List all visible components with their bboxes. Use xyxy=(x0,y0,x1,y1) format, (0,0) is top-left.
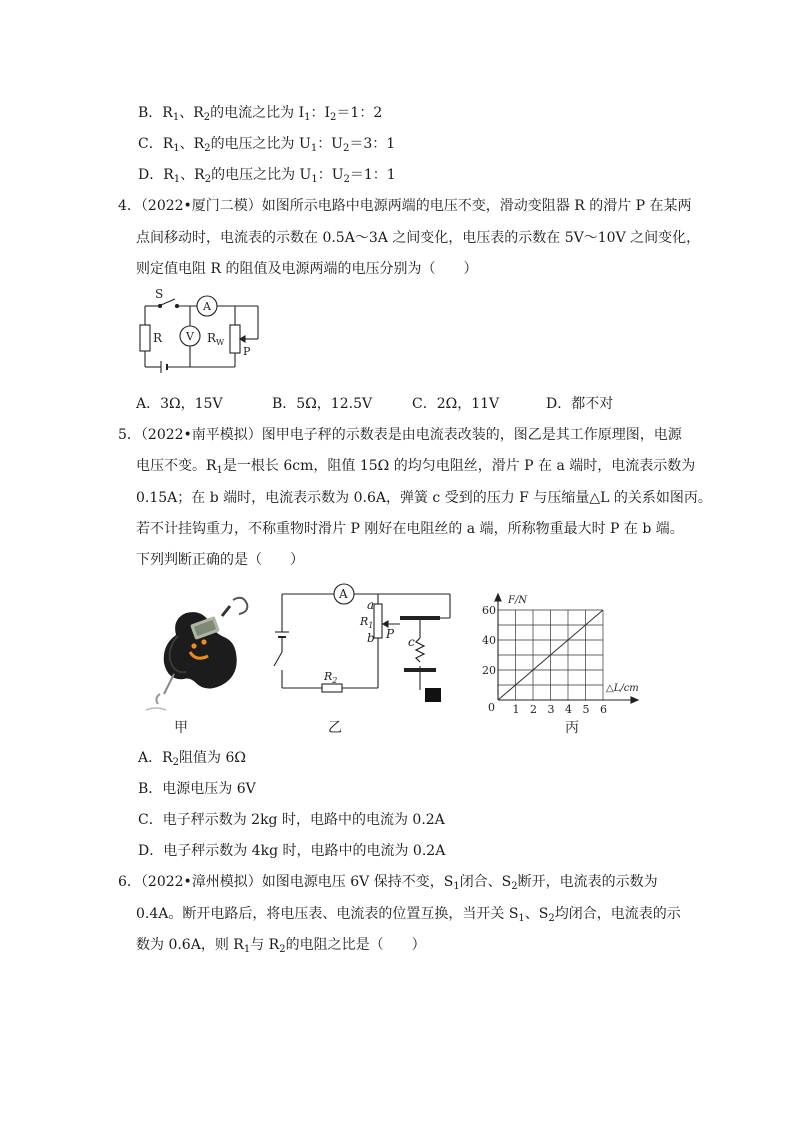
x-tick-label: 4 xyxy=(565,703,572,716)
q4-option-c: C．2Ω，11V xyxy=(412,396,500,412)
q5-label-p: P xyxy=(386,627,395,641)
q5-option-c: C．电子秤示数为 2kg 时，电路中的电流为 0.2A xyxy=(138,812,445,828)
q3-option-b: B．$R_1$、$R_2$的电流之比为 $I_1$：$I_2=1$：2 xyxy=(138,105,383,123)
fig-caption-yi: 乙 xyxy=(328,720,342,736)
q4-label-switch: S xyxy=(155,287,164,301)
fig-caption-jia: 甲 xyxy=(174,720,188,736)
q5-text-line1: 5．（2022•南平模拟）图甲电子秤的示数表是由电流表改装的，图乙是其工作原理图，电源 xyxy=(118,427,682,443)
q6-text-line1: 6．（2022•漳州模拟）如图电源电压 6V 保持不变，$S_1$闭合、$S_2$断开，电流表的示数为 xyxy=(118,874,658,892)
q4-label-rheostat: $R_W$ xyxy=(207,331,225,347)
q3-option-d: D．$R_1$、$R_2$的电压之比为 $U_1$：$U_2=1$：1 xyxy=(138,167,396,185)
x-tick-label: 1 xyxy=(512,703,520,716)
q5-label-r2: $R_2$ xyxy=(324,670,338,685)
q5-option-a: A．$R_2$阻值为 6Ω xyxy=(138,750,246,768)
graph-origin: 0 xyxy=(488,701,495,714)
electronic-scale-image xyxy=(138,590,263,715)
force-compression-graph xyxy=(478,588,648,716)
q3-option-c: C．$R_1$、$R_2$的电压之比为 $U_1$：$U_2=3$：1 xyxy=(138,136,396,154)
q4-label-slider: P xyxy=(243,345,251,358)
q5-text-line3: 0.15A；在 b 端时，电流表示数为 0.6A，弹簧 c 受到的压力 F 与压缩量△L 的关系如图丙。 xyxy=(136,490,712,506)
x-tick-label: 5 xyxy=(582,703,590,716)
q4-option-a: A．3Ω，15V xyxy=(136,396,223,412)
y-tick-label: 60 xyxy=(482,604,496,617)
q4-text-line3: 则定值电阻 R 的阻值及电源两端的电压分别为（ ） xyxy=(136,261,478,277)
q5-text-line4: 若不计挂钩重力，不称重物时滑片 P 刚好在电阻丝的 a 端，所称物重最大时 P 在 b 端。 xyxy=(136,521,684,537)
q4-label-resistor: R xyxy=(153,331,163,345)
q5-label-b: b xyxy=(367,631,375,645)
q5-label-c: c xyxy=(408,635,415,649)
q6-text-line3: 数为 0.6A，则 $R_1$与 $R_2$的电阻之比是（ ） xyxy=(136,937,426,955)
y-tick-label: 40 xyxy=(482,634,496,647)
q4-circuit-diagram xyxy=(125,285,270,380)
scale-circuit-diagram xyxy=(270,580,460,710)
graph-ylabel: F/N xyxy=(508,595,528,606)
q5-option-d: D．电子秤示数为 4kg 时，电路中的电流为 0.2A xyxy=(138,843,446,859)
q5-option-b: B．电源电压为 6V xyxy=(138,781,256,797)
x-tick-label: 3 xyxy=(547,703,555,716)
q4-label-ammeter: A xyxy=(203,300,211,313)
q5-label-a: a xyxy=(367,598,375,612)
y-tick-label: 20 xyxy=(482,664,496,677)
graph-xlabel: △L/cm xyxy=(606,683,639,694)
q4-option-d: D．都不对 xyxy=(546,396,614,412)
q5-label-ammeter: A xyxy=(339,587,348,601)
fig-caption-bing: 丙 xyxy=(565,720,579,736)
q5-text-line2: 电压不变。$R_1$是一根长 6cm，阻值 15Ω 的均匀电阻丝，滑片 P 在 a 端时，电流表示数为 xyxy=(136,458,696,476)
q4-option-b: B．5Ω，12.5V xyxy=(272,396,373,412)
q5-text-line5: 下列判断正确的是（ ） xyxy=(136,552,304,568)
q4-label-voltmeter: V xyxy=(186,330,194,343)
q4-text-line1: 4．（2022•厦门二模）如图所示电路中电源两端的电压不变，滑动变阻器 R 的滑片 P 在某两 xyxy=(118,198,692,214)
q5-label-r1: $R_1$ xyxy=(360,615,374,630)
q6-text-line2: 0.4A。断开电路后，将电压表、电流表的位置互换，当开关 $S_1$、$S_2$均闭合，电流表的示 xyxy=(136,906,681,924)
q4-text-line2: 点间移动时，电流表的示数在 0.5A～3A 之间变化，电压表的示数在 5V～10V 之间变化， xyxy=(136,230,701,246)
x-tick-label: 6 xyxy=(600,703,607,716)
x-tick-label: 2 xyxy=(530,703,537,716)
